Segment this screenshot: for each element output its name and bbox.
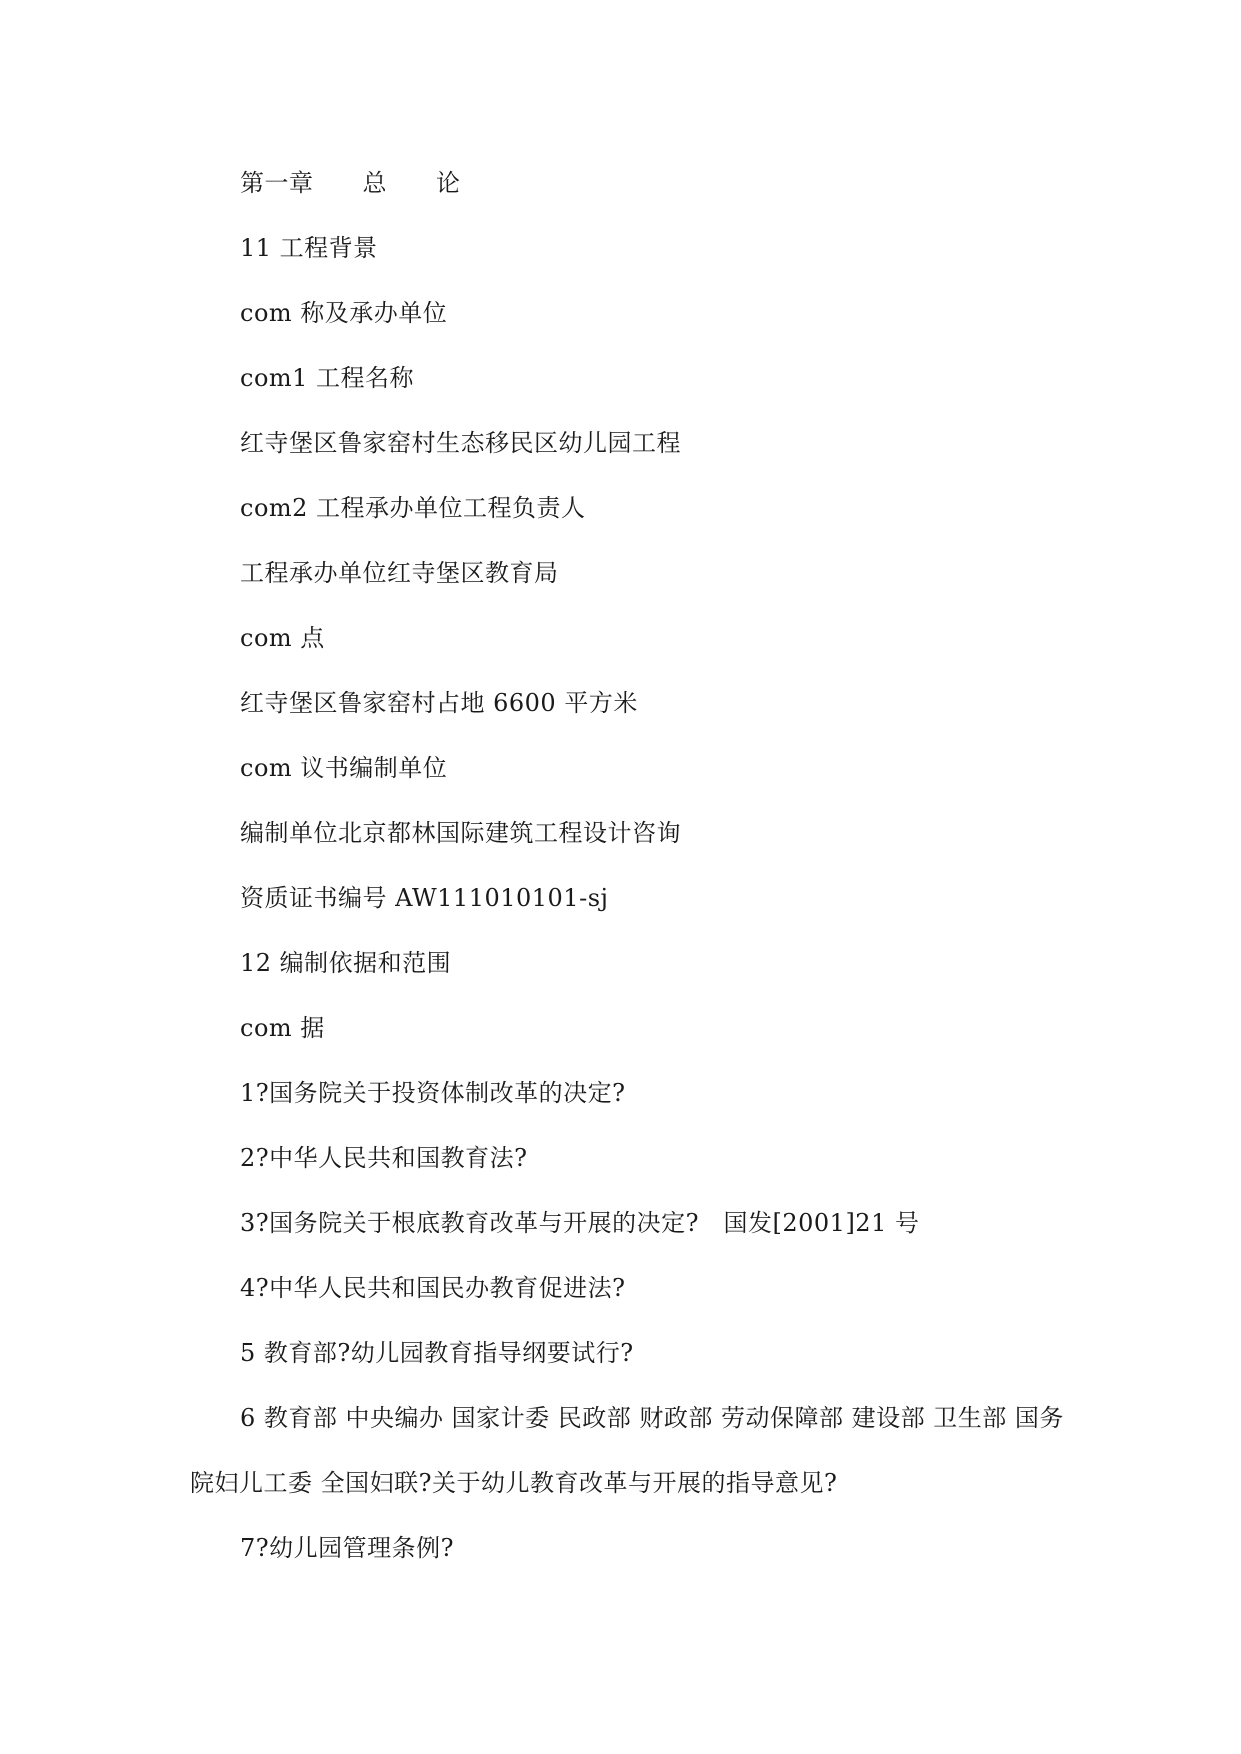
paragraph-line: 红寺堡区鲁家窑村占地 6600 平方米 <box>240 689 638 717</box>
subsection-heading: com2 工程承办单位工程负责人 <box>240 494 586 522</box>
list-item: 5 教育部?幼儿园教育指导纲要试行? <box>240 1339 634 1367</box>
subsection-heading: com 议书编制单位 <box>240 754 448 782</box>
list-item: 3?国务院关于根底教育改革与开展的决定? 国发[2001]21 号 <box>240 1209 920 1237</box>
list-item: 7?幼儿园管理条例? <box>240 1534 455 1562</box>
paragraph-line: 红寺堡区鲁家窑村生态移民区幼儿园工程 <box>240 429 681 457</box>
subsection-heading: com1 工程名称 <box>240 364 415 392</box>
list-item-continuation: 院妇儿工委 全国妇联?关于幼儿教育改革与开展的指导意见? <box>190 1469 838 1497</box>
paragraph-line: 工程承办单位红寺堡区教育局 <box>240 559 559 587</box>
list-item: 4?中华人民共和国民办教育促进法? <box>240 1274 626 1302</box>
subsection-heading: com 据 <box>240 1014 325 1042</box>
paragraph-line: 资质证书编号 AW111010101-sj <box>240 884 609 912</box>
section-heading: 11 工程背景 <box>240 234 378 262</box>
section-heading: 12 编制依据和范围 <box>240 949 452 977</box>
paragraph-line: 编制单位北京都林国际建筑工程设计咨询 <box>240 819 681 847</box>
subsection-heading: com 称及承办单位 <box>240 299 448 327</box>
list-item: 2?中华人民共和国教育法? <box>240 1144 528 1172</box>
list-item: 6 教育部 中央编办 国家计委 民政部 财政部 劳动保障部 建设部 卫生部 国务 <box>240 1404 1064 1432</box>
list-item: 1?国务院关于投资体制改革的决定? <box>240 1079 626 1107</box>
chapter-heading: 第一章 总 论 <box>240 169 461 197</box>
subsection-heading: com 点 <box>240 624 325 652</box>
